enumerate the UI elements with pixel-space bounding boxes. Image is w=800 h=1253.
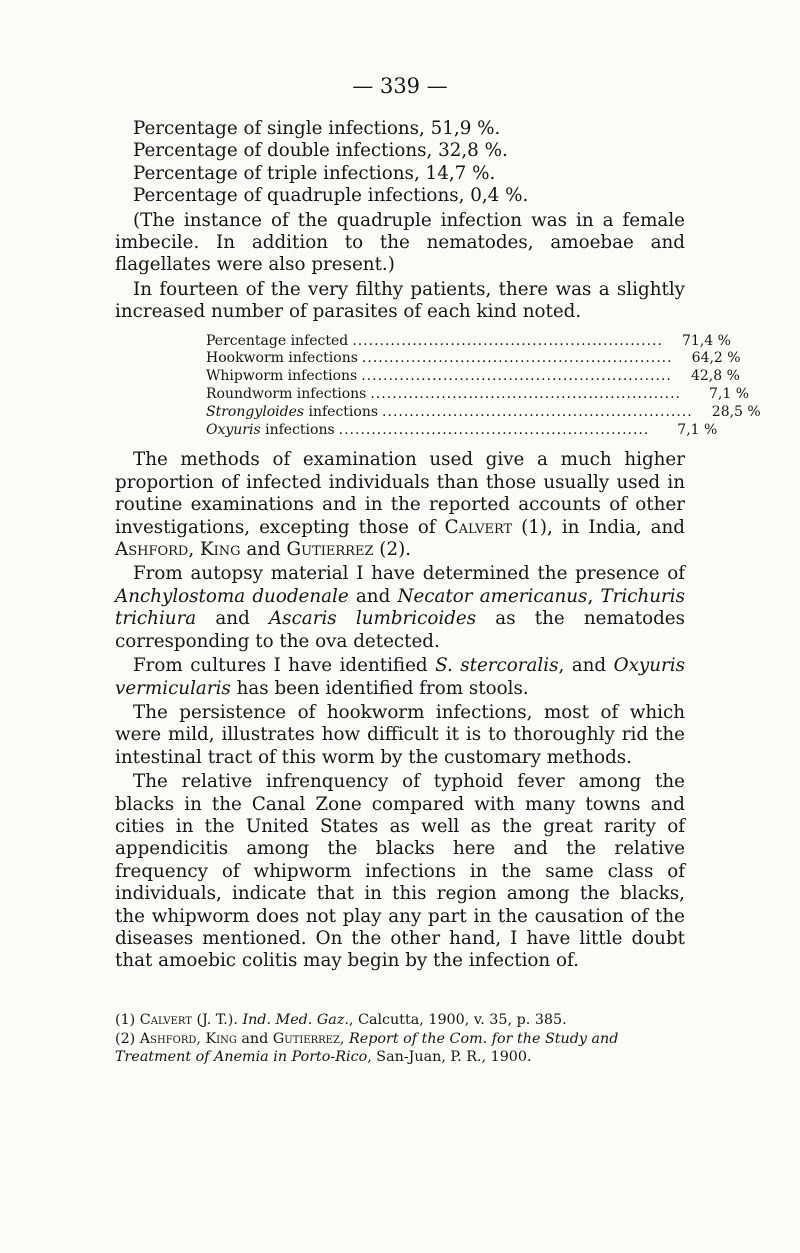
author-name: Calvert [444,516,513,538]
text-run: , [587,585,601,607]
leader-dots: ......................................................... [382,403,693,420]
row-value: 28,5 % [711,403,761,420]
paragraph-imbecile: (The instance of the quadruple infection was in a female imbecile. In addition to the nematodes, amoebae and flagellates were also present.) [115,209,685,276]
author-name: King [205,1031,237,1047]
table-row [206,332,731,351]
footnote-1 [115,1011,690,1029]
text-run: (J. T.). [191,1012,243,1028]
text-run: , [196,1031,206,1047]
author-name: Gutierrez [286,539,374,561]
stat-single: Percentage of single infections, 51,9 %. [133,118,501,139]
stat-quadruple: Percentage of quadruple infections, 0,4 %. [133,185,529,207]
row-value: 7,1 % [708,386,750,403]
row-value: 64,2 % [691,350,741,367]
leader-dots: ......................................................... [352,332,663,349]
row-label: Whipworm infections [206,368,358,385]
row-label [206,422,335,440]
text-run: (1), in India, and [512,516,686,538]
text-run: , [188,539,200,561]
leader-dots: ......................................................... [361,350,673,367]
report-title: Report of the Com. for the Study and Treatment of Anemia in Porto-Rico [115,1031,619,1065]
text-run: , San-Juan, P. R., 1900. [367,1049,532,1065]
table-row [206,403,761,422]
table-row [206,350,741,368]
text-run: (2). [373,539,412,561]
paragraph-methods [115,449,685,561]
row-label: Roundworm infections [206,386,367,403]
genus-name: Strongyloides [206,403,305,420]
table-row [206,368,740,386]
leader-dots: ......................................................... [370,386,682,403]
infection-table [206,332,761,440]
paragraph-autopsy [115,563,685,653]
text-run: and [348,585,398,607]
row-label [206,404,378,422]
table-row [206,421,718,440]
species-name: Anchylostoma duodenale [115,585,349,607]
leader-dots: ......................................................... [361,368,672,385]
genus-name: Oxyuris [206,421,261,438]
journal-title: Ind. Med. Gaz. [242,1012,349,1028]
paragraph-persistence: The persistence of hookworm infections, most of which were mild, illustrates how difficult it is to thoroughly rid the intestinal tract of this worm by the customary methods. [115,701,685,768]
row-label-rest: infections [304,403,379,420]
text-run: as the nematodes corresponding to the ova detected. [115,608,685,652]
author-name: Gutierrez [272,1031,340,1047]
text-run: and [236,1031,273,1047]
row-label-rest: infections [260,421,335,438]
text-run: , and [558,655,614,677]
text-run: and [196,608,269,630]
row-value: 7,1 % [677,421,718,438]
paragraph-cultures [115,655,685,700]
species-name: Necator americanus [397,585,588,607]
species-name: Ascaris lumbricoides [268,608,477,630]
table-row [206,386,750,404]
body-text [115,118,761,973]
paragraph-typhoid: The relative infrenquency of typhoid fever among the blacks in the Canal Zone compared with many towns and cities in the United States as well as the great rarity of appendicitis among the blacks here and the relative frequency of whipworm infections in the same class of individuals, indicate that in this region among the blacks, the whipworm does not play any part in the causation of the diseases mentioned. On the other hand, I have little doubt that amoebic colitis may begin by the infection of. [115,771,685,972]
text-run: , Calcutta, 1900, v. 35, p. 385. [348,1012,567,1028]
text-run: has been identified from stools. [230,677,529,699]
text-run: From cultures I have identified [133,655,436,677]
page-number: — 339 — [352,74,448,98]
species-name: S. stercoralis [435,655,559,677]
text-run: The methods of examination used give a much higher proportion of infected individuals than those usually used in routine examinations and in the reported accounts of other investigations, excepting those of [115,449,685,538]
row-label: Percentage infected [206,332,349,349]
row-value: 71,4 % [682,332,731,349]
text-run: From autopsy material I have determined the presence of [133,563,685,585]
stat-triple: Percentage of triple infections, 14,7 %. [133,162,496,184]
row-value: 42,8 % [690,368,740,385]
leader-dots: ......................................................... [338,421,650,438]
author-name: Ashford [139,1031,197,1047]
footnote-2 [115,1030,690,1066]
row-label: Hookworm infections [206,350,358,367]
paragraph-filthy-patients: In fourteen of the very filthy patients, there was a slightly increased number of parasites of each kind noted. [115,278,685,323]
footnote-number: (2) [115,1031,140,1047]
footnotes [115,1011,690,1066]
author-name: Ashford [115,539,189,561]
species-name: Trichuris trichiura [115,585,686,630]
stat-double: Percentage of double infections, 32,8 %. [133,140,508,162]
author-name: King [199,539,241,561]
footnote-number: (1) [115,1012,140,1028]
text-run: and [240,539,287,561]
text-run: , [339,1031,350,1047]
author-name: Calvert [139,1012,192,1028]
species-name: Oxyuris vermicularis [115,655,685,699]
